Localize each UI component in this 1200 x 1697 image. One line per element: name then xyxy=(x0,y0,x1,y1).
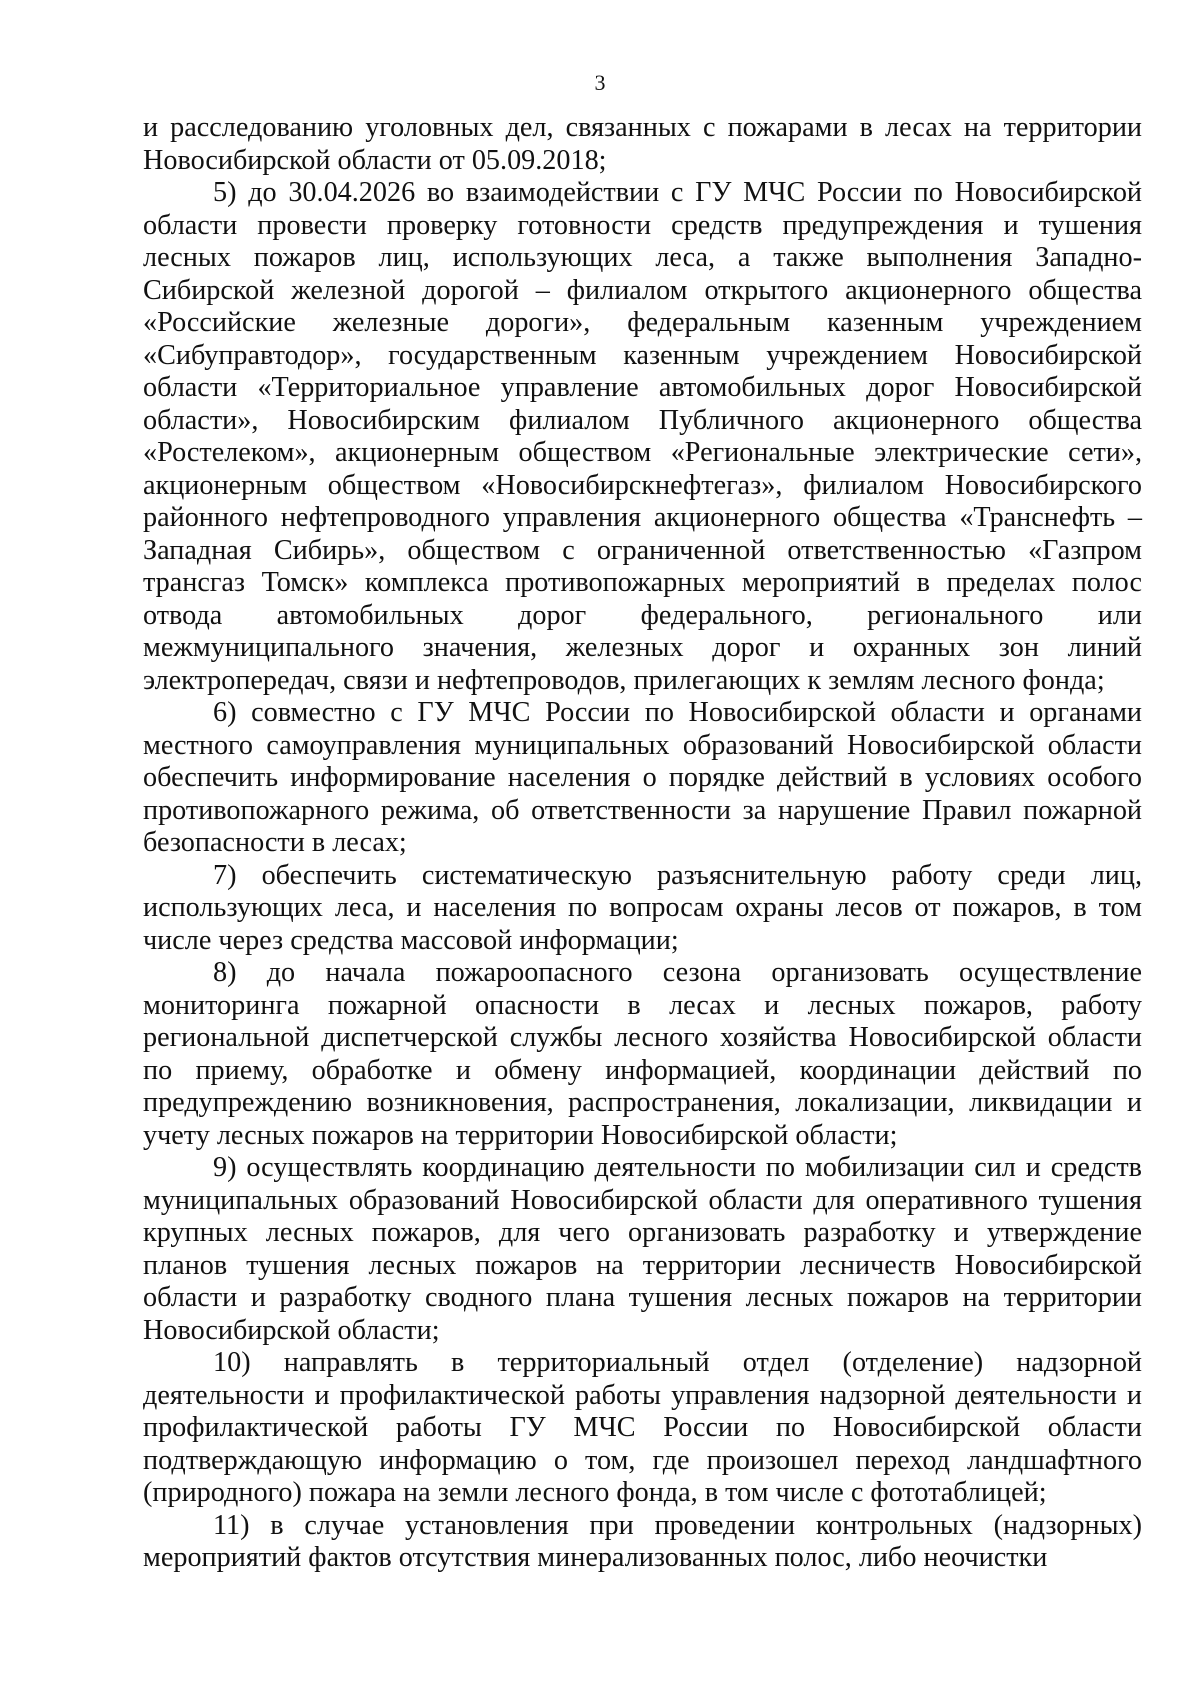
paragraph-item-10: 10) направлять в территориальный отдел (отделение) надзорной деятельности и профилактической работы управления надзорной деятельности и профилактической работы ГУ МЧС России по Новосибирской области подтверждающую информацию о том, где произошел переход ландшафтного (природного) пожара на земли лесного фонда, в том числе с фототаблицей; xyxy=(143,1347,1142,1508)
paragraph-item-11: 11) в случае установления при проведении контрольных (надзорных) мероприятий фактов отсутствия минерализованных полос, либо неочистки xyxy=(143,1509,1142,1573)
paragraph-item-6: 6) совместно с ГУ МЧС России по Новосибирской области и органами местного самоуправления муниципальных образований Новосибирской области обеспечить информирование населения о порядке действий в условиях особого противопожарного режима, об ответственности за нарушение Правил пожарной безопасности в лесах; xyxy=(143,697,1142,858)
paragraph-item-7: 7) обеспечить систематическую разъяснительную работу среди лиц, использующих леса, и населения по вопросам охраны лесов от пожаров, в том числе через средства массовой информации; xyxy=(143,859,1142,956)
document-body xyxy=(143,112,1142,1575)
paragraph-item-8: 8) до начала пожароопасного сезона организовать осуществление мониторинга пожарной опасности в лесах и лесных пожаров, работу региональной диспетчерской службы лесного хозяйства Новосибирской области по приему, обработке и обмену информацией, координации действий по предупреждению возникновения, распространения, локализации, ликвидации и учету лесных пожаров на территории Новосибирской области; xyxy=(143,957,1142,1151)
paragraph-continuation: и расследованию уголовных дел, связанных с пожарами в лесах на территории Новосибирской области от 05.09.2018; xyxy=(143,112,1142,176)
page-number: 3 xyxy=(594,70,606,95)
paragraph-item-9: 9) осуществлять координацию деятельности по мобилизации сил и средств муниципальных образований Новосибирской области для оперативного тушения крупных лесных пожаров, для чего организовать разработку и утверждение планов тушения лесных пожаров на территории лесничеств Новосибирской области и разработку сводного плана тушения лесных пожаров на территории Новосибирской области; xyxy=(143,1152,1142,1346)
paragraph-item-5: 5) до 30.04.2026 во взаимодействии с ГУ МЧС России по Новосибирской области провести проверку готовности средств предупреждения и тушения лесных пожаров лиц, использующих леса, а также выполнения Западно-Сибирской железной дорогой – филиалом открытого акционерного общества «Российские железные дороги», федеральным казенным учреждением «Сибуправтодор», государственным казенным учреждением Новосибирской области «Территориальное управление автомобильных дорог Новосибирской области», Новосибирским филиалом Публичного акционерного общества «Ростелеком», акционерным обществом «Региональные электрические сети», акционерным обществом «Новосибирскнефтегаз», филиалом Новосибирского районного нефтепроводного управления акционерного общества «Транснефть – Западная Сибирь», обществом с ограниченной ответственностью «Газпром трансгаз Томск» комплекса противопожарных мероприятий в пределах полос отвода автомобильных дорог федерального, регионального или межмуниципального значения, железных дорог и охранных зон линий электропередач, связи и нефтепроводов, прилегающих к землям лесного фонда; xyxy=(143,177,1142,696)
